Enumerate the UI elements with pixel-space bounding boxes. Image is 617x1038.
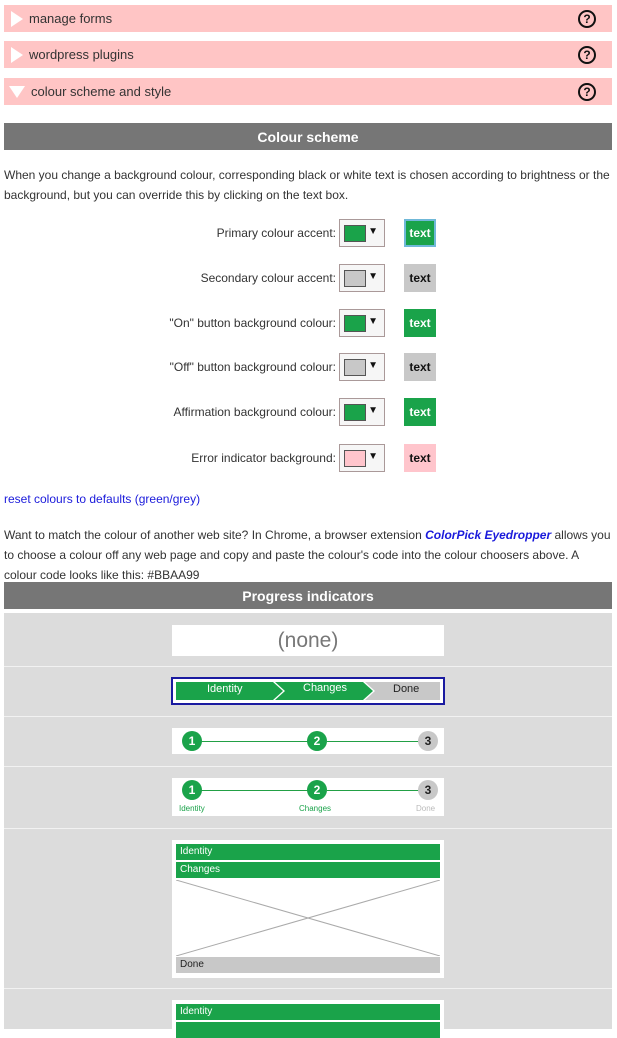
step-label-done: Done (416, 804, 436, 813)
step-connector (192, 741, 317, 742)
text-colour-box[interactable]: text (404, 398, 436, 426)
stacked-bar-done: Done (176, 957, 440, 973)
stacked-bar-identity: Identity (176, 844, 440, 860)
text-colour-box[interactable]: text (404, 444, 436, 472)
step-label-identity: Identity (179, 804, 205, 813)
step-dot-1: 1 (182, 731, 202, 751)
colour-picker[interactable] (339, 398, 385, 426)
colour-tip (4, 525, 612, 585)
accordion-label: manage forms (29, 11, 113, 26)
text-colour-box[interactable]: text (404, 309, 436, 337)
arrow-step-identity-label: Identity (207, 683, 243, 695)
arrow-step-done-label: Done (393, 683, 420, 695)
accordion-label: wordpress plugins (29, 47, 134, 62)
labelled-steps-card (172, 778, 444, 816)
progress-none-label: (none) (172, 625, 444, 656)
colour-row (0, 219, 617, 249)
colour-row (0, 398, 617, 428)
colour-swatch (344, 359, 366, 376)
colour-swatch (344, 450, 366, 467)
expand-arrow-icon (11, 47, 23, 63)
step-dot-2: 2 (307, 780, 327, 800)
colour-swatch (344, 225, 366, 242)
progress-option-numbered-labelled[interactable] (4, 767, 612, 829)
tip-text-before: Want to match the colour of another web site? In Chrome, a browser extension (4, 528, 426, 542)
bar-identity: Identity (176, 1004, 440, 1020)
colour-row (0, 353, 617, 383)
help-icon[interactable]: ? (578, 46, 596, 64)
colour-row (0, 264, 617, 294)
progress-option-none[interactable] (4, 613, 612, 667)
progress-option-bars[interactable] (4, 989, 612, 1029)
progress-option-stacked[interactable] (4, 829, 612, 989)
accordion-manage-forms[interactable] (4, 5, 612, 32)
accordion-label: colour scheme and style (31, 84, 172, 99)
colour-row-label: Primary colour accent: (216, 226, 336, 240)
step-connector (327, 741, 427, 742)
step-dot-3: 3 (418, 731, 438, 751)
help-icon[interactable]: ? (578, 10, 596, 28)
step-connector (327, 790, 427, 791)
colour-row-label: "Off" button background colour: (169, 360, 336, 374)
bar-changes (176, 1022, 440, 1038)
step-dot-1: 1 (182, 780, 202, 800)
text-colour-box[interactable]: text (404, 219, 436, 247)
bars-steps-card (172, 1000, 444, 1030)
step-dot-2: 2 (307, 731, 327, 751)
accordion-colour-scheme[interactable] (4, 78, 612, 105)
colour-picker[interactable] (339, 309, 385, 337)
dropdown-arrow-icon: ▼ (368, 226, 378, 237)
progress-option-arrows[interactable] (4, 667, 612, 717)
dropdown-arrow-icon: ▼ (368, 451, 378, 462)
expand-arrow-icon (11, 11, 23, 27)
reset-colours-wrap (4, 489, 612, 509)
colour-picker[interactable] (339, 444, 385, 472)
stacked-bar-changes: Changes (176, 862, 440, 878)
placeholder-cross (176, 880, 440, 956)
dropdown-arrow-icon: ▼ (368, 316, 378, 327)
text-colour-box[interactable]: text (404, 353, 436, 381)
colour-scheme-header: Colour scheme (4, 123, 612, 150)
accordion-wordpress-plugins[interactable] (4, 41, 612, 68)
colour-swatch (344, 315, 366, 332)
stacked-steps-card (172, 840, 444, 978)
help-icon[interactable]: ? (578, 83, 596, 101)
dropdown-arrow-icon: ▼ (368, 405, 378, 416)
arrow-step-changes-label: Changes (303, 682, 348, 694)
colorpick-link[interactable]: ColorPick Eyedropper (425, 528, 552, 542)
colour-scheme-intro: When you change a background colour, corresponding black or white text is chosen according to brightness or the background, but you can override this by clicking on the text box. (4, 168, 610, 202)
text-colour-box[interactable]: text (404, 264, 436, 292)
colour-picker[interactable] (339, 353, 385, 381)
colour-row (0, 444, 617, 474)
colour-picker[interactable] (339, 219, 385, 247)
colour-swatch (344, 270, 366, 287)
colour-row-label: "On" button background colour: (169, 316, 336, 330)
colour-row (0, 309, 617, 339)
reset-colours-link[interactable]: reset colours to defaults (green/grey) (4, 492, 201, 506)
colour-row-label: Affirmation background colour: (173, 405, 336, 419)
colour-swatch (344, 404, 366, 421)
progress-indicators-header: Progress indicators (4, 582, 612, 609)
step-label-changes: Changes (299, 804, 332, 813)
step-dot-3: 3 (418, 780, 438, 800)
collapse-arrow-icon (9, 86, 25, 98)
arrow-steps-card (171, 677, 445, 705)
colour-row-label: Secondary colour accent: (200, 271, 336, 285)
tip-text-after: allows you to choose a colour off any web page and copy and paste the colour's code into the colour choosers above. A colour code looks like this: #BBAA99 (4, 528, 611, 582)
colour-row-label: Error indicator background: (191, 451, 336, 465)
progress-option-numbered[interactable] (4, 717, 612, 767)
colour-picker[interactable] (339, 264, 385, 292)
step-connector (192, 790, 317, 791)
numbered-steps-card (172, 728, 444, 754)
dropdown-arrow-icon: ▼ (368, 360, 378, 371)
dropdown-arrow-icon: ▼ (368, 271, 378, 282)
